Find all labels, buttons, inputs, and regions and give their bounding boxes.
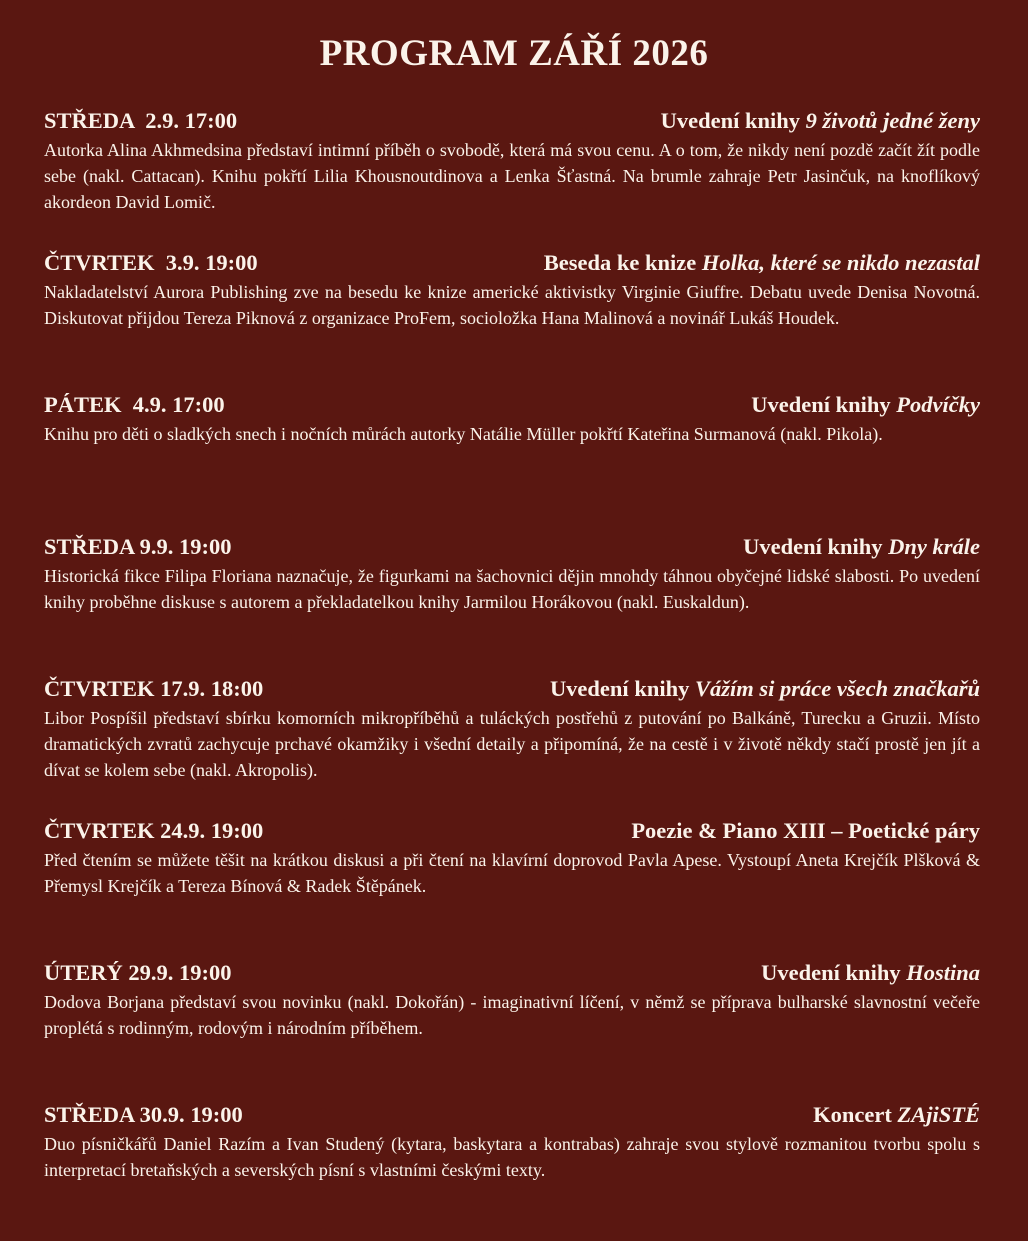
event-date: STŘEDA 9.9. 19:00 [44,534,232,559]
event-description: Historická fikce Filipa Floriana naznačuje, že figurkami na šachovnici dějin mnohdy táhnou obyčejné lidské slabosti. Po uvedení knihy proběhne diskuse s autorem a překladatelkou knihy Jarmilou Horákovou (nakl. Euskaldun). [44,566,980,612]
event-title [743,531,980,563]
event-title-prefix: Uvedení knihy [660,108,806,133]
event-header [44,815,980,847]
event-title [544,247,980,279]
event-header [44,673,980,705]
event-title [550,673,980,705]
event-description: Dodova Borjana představí svou novinku (nakl. Dokořán) - imaginativní líčení, v němž se příprava bulharské slavnostní večeře proplétá s rodinným, rodovým i národním příběhem. [44,992,980,1038]
event-header [44,531,980,563]
event-item [44,531,980,673]
event-item [44,105,980,247]
event-header [44,389,980,421]
event-title-prefix: Uvedení knihy [761,960,907,985]
event-item [44,1099,980,1241]
event-title [761,957,980,989]
event-title-prefix: Koncert [813,1102,898,1127]
event-title-prefix: Poezie & Piano XIII – Poetické páry [631,818,980,843]
event-description: Před čtením se můžete těšit na krátkou diskusi a při čtení na klavírní doprovod Pavla Apese. Vystoupí Aneta Krejčík Plšková & Přemysl Krejčík a Tereza Bínová & Radek Štěpánek. [44,850,980,896]
page-title: PROGRAM ZÁŘÍ 2026 [319,33,709,74]
event-title [751,389,980,421]
event-title [631,815,980,847]
event-header [44,247,980,279]
event-description: Duo písničkářů Daniel Razím a Ivan Studený (kytara, baskytara a kontrabas) zahraje svou stylově rozmanitou tvorbu spolu s interpretací bretaňských a severských písní s vlastními českými texty. [44,1134,980,1180]
event-title-prefix: Beseda ke knize [543,250,702,275]
event-date: ČTVRTEK 17.9. 18:00 [44,676,264,701]
event-title-book: Podvíčky [896,392,980,417]
event-title-prefix: Uvedení knihy [751,392,897,417]
event-item [44,957,980,1099]
event-title-prefix: Uvedení knihy [743,534,889,559]
event-title-prefix: Uvedení knihy [549,676,695,701]
event-list [44,105,980,1241]
event-description: Libor Pospíšil představí sbírku komorních mikropříběhů a tuláckých postřehů z putování po Balkáně, Turecku a Gruzii. Místo dramatických zvratů zachycuje prchavé okamžiky i všední detaily a připomíná, že na cestě i v životě někdy stačí prostě jen jít a dívat se kolem sebe (nakl. Akropolis). [44,708,980,780]
event-title [813,1099,980,1131]
event-item [44,673,980,815]
event-header [44,957,980,989]
event-item [44,247,980,389]
event-title-book: ZAjiSTÉ [897,1102,980,1127]
event-title-book: 9 životů jedné ženy [805,108,980,133]
event-title-book: Holka, které se nikdo nezastal [701,250,980,275]
event-title [661,105,980,137]
event-title-book: Hostina [906,960,980,985]
event-title-book: Dny krále [888,534,980,559]
event-date: ČTVRTEK 3.9. 19:00 [44,250,258,275]
event-title-book: Vážím si práce všech značkařů [694,676,980,701]
event-description: Nakladatelství Aurora Publishing zve na besedu ke knize americké aktivistky Virginie Giuffre. Debatu uvede Denisa Novotná. Diskutovat přijdou Tereza Piknová z organizace ProFem, socioložka Hana Malinová a novinář Lukáš Houdek. [44,282,980,328]
event-header [44,105,980,137]
event-date: ČTVRTEK 24.9. 19:00 [44,818,264,843]
event-date: STŘEDA 2.9. 17:00 [44,108,238,133]
event-date: PÁTEK 4.9. 17:00 [44,392,225,417]
event-description: Autorka Alina Akhmedsina představí intimní příběh o svobodě, která má svou cenu. A o tom, že nikdy není pozdě začít žít podle sebe (nakl. Cattacan). Knihu pokřtí Lilia Khousnoutdinova a Lenka Šťastná. Na brumle zahraje Petr Jasinčuk, na knoflíkový akordeon David Lomič. [44,140,980,212]
event-description: Knihu pro děti o sladkých snech i nočních můrách autorky Natálie Müller pokřtí Kateřina Surmanová (nakl. Pikola). [44,424,883,444]
event-date: STŘEDA 30.9. 19:00 [44,1102,243,1127]
event-item [44,389,980,531]
event-header [44,1099,980,1131]
event-item [44,815,980,957]
event-date: ÚTERÝ 29.9. 19:00 [44,960,232,985]
